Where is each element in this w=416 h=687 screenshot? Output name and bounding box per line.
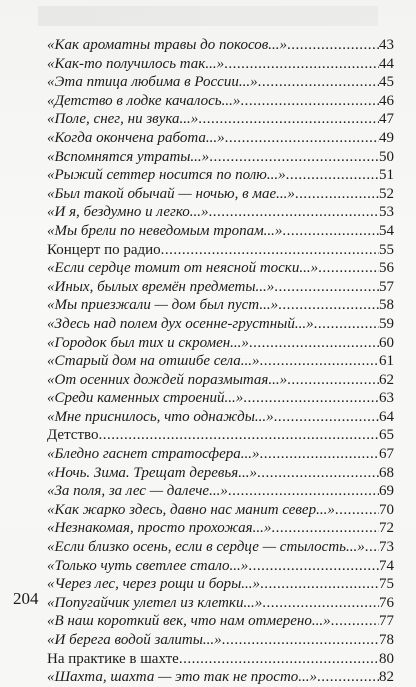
- toc-entry-page: 46: [379, 92, 394, 109]
- toc-entry: [47, 594, 394, 613]
- toc-leader-dots: [240, 92, 379, 111]
- toc-leader-dots: [260, 352, 380, 371]
- toc-leader-dots: [318, 259, 379, 278]
- toc-entry-title: «Здесь над полем дух осенне-грустный...»: [47, 315, 314, 332]
- toc-leader-dots: [179, 650, 379, 669]
- toc-entry-page: 59: [379, 315, 394, 332]
- toc-entry-title: «В наш короткий век, что нам отмерено...»: [47, 613, 331, 630]
- toc-entry: [47, 278, 394, 297]
- toc-entry: [47, 519, 394, 538]
- toc-leader-dots: [259, 445, 379, 464]
- toc-entry: [47, 557, 394, 576]
- toc-entry: [47, 148, 394, 167]
- toc-entry-title: «Ночь. Зима. Трещат деревья...»: [47, 464, 257, 481]
- toc-leader-dots: [287, 36, 379, 55]
- toc-leader-dots: [286, 166, 379, 185]
- toc-entry-page: 75: [379, 576, 394, 593]
- toc-leader-dots: [274, 408, 379, 427]
- toc-entry: [47, 371, 394, 390]
- running-header-text: [38, 6, 378, 26]
- toc-entry-title: «Шахта, шахта — это так не просто...»: [47, 669, 318, 686]
- toc-entry: [47, 259, 394, 278]
- toc-entry: [47, 631, 394, 650]
- toc-entry-title: «Рыжий сеттер носится по полю...»: [47, 167, 286, 184]
- toc-entry-title: «И берега водой залиты...»: [47, 632, 222, 648]
- toc-entry-page: 64: [379, 408, 394, 425]
- toc-entry-page: 76: [379, 594, 394, 611]
- toc-entry-page: 49: [379, 129, 394, 146]
- toc-entry-title: «Как жарко здесь, давно нас манит север...»: [47, 501, 335, 518]
- toc-entry: [47, 408, 394, 427]
- toc-entry-page: 51: [379, 167, 394, 184]
- toc-leader-dots: [225, 129, 379, 148]
- toc-entry: [47, 538, 394, 557]
- toc-entry: [47, 166, 394, 185]
- toc-entry-title: На практике в шахте: [47, 650, 179, 667]
- toc-entry-page: 43: [379, 37, 394, 53]
- toc-leader-dots: [278, 296, 379, 315]
- toc-entry-title: «Попугайчик улетел из клетки...»: [47, 594, 263, 611]
- toc-leader-dots: [282, 222, 379, 241]
- toc-entry: [47, 445, 394, 464]
- toc-leader-dots: [209, 148, 379, 167]
- toc-entry-title: «Среди каменных строений...»: [47, 390, 244, 407]
- toc-entry-title: «Детство в лодке качалось...»: [47, 92, 241, 109]
- toc-entry-page: 44: [379, 55, 394, 72]
- toc-leader-dots: [295, 185, 379, 204]
- toc-entry: [47, 426, 394, 445]
- toc-entry-page: 52: [379, 185, 394, 202]
- toc-entry: [47, 129, 394, 148]
- toc-entry: [47, 296, 394, 315]
- toc-leader-dots: [258, 73, 379, 92]
- toc-entry-title: «Мне приснилось, что однажды...»: [47, 408, 274, 425]
- toc-entry-page: 58: [379, 297, 394, 314]
- toc-entry-title: «Вспомнятся утраты...»: [47, 148, 210, 165]
- toc-entry-title: «Если близко осень, если в сердце — стылость...»: [47, 539, 365, 556]
- toc-entry-page: 60: [379, 334, 394, 351]
- toc-entry-page: 73: [379, 539, 394, 556]
- toc-entry-title: «Как-то получилось так...»: [47, 55, 225, 72]
- toc-leader-dots: [314, 315, 379, 334]
- toc-entry-page: 77: [379, 613, 394, 630]
- toc-entry: [47, 222, 394, 241]
- toc-entry: [47, 389, 394, 408]
- toc-entry-title: «Был такой обычай — ночью, в мае...»: [47, 185, 295, 202]
- toc-leader-dots: [257, 464, 379, 483]
- toc-entry-title: «За поля, за лес — далече...»: [47, 483, 228, 500]
- toc-entry-title: Детство: [47, 427, 99, 444]
- toc-leader-dots: [365, 538, 379, 557]
- toc-leader-dots: [260, 575, 379, 594]
- toc-entry-title: Концерт по радио: [47, 241, 161, 258]
- toc-entry-page: 53: [379, 204, 394, 221]
- toc-entry-page: 82: [379, 669, 394, 686]
- toc-entry-page: 50: [379, 148, 394, 165]
- toc-entry-page: 56: [379, 260, 394, 277]
- toc-leader-dots: [222, 631, 379, 650]
- toc-entry: [47, 334, 394, 353]
- toc-entry-title: «Поле, снег, ни звука...»: [47, 111, 199, 128]
- toc-entry: [47, 36, 394, 55]
- toc-entry: [47, 55, 394, 74]
- toc-entry-page: 65: [379, 427, 394, 444]
- toc-entry: [47, 315, 394, 334]
- toc-entry-title: «Через лес, через рощи и боры...»: [47, 576, 261, 593]
- toc-leader-dots: [161, 241, 379, 260]
- toc-entry-page: 54: [379, 222, 394, 239]
- toc-entry: [47, 110, 394, 129]
- toc-entry: [47, 352, 394, 371]
- table-of-contents: [47, 36, 394, 687]
- toc-entry: [47, 650, 394, 669]
- toc-leader-dots: [271, 519, 379, 538]
- toc-entry-page: 72: [379, 520, 394, 537]
- toc-entry-page: 45: [379, 74, 394, 91]
- toc-leader-dots: [248, 557, 379, 576]
- toc-entry: [47, 575, 394, 594]
- toc-entry: [47, 241, 394, 260]
- toc-entry: [47, 482, 394, 501]
- toc-leader-dots: [249, 334, 379, 353]
- toc-leader-dots: [274, 278, 379, 297]
- toc-entry-page: 62: [379, 371, 394, 388]
- toc-leader-dots: [209, 203, 379, 222]
- toc-entry-page: 68: [379, 464, 394, 481]
- toc-entry-title: «От осенних дождей поразмытая...»: [47, 371, 288, 388]
- toc-entry-page: 55: [379, 241, 394, 258]
- toc-entry-title: «Старый дом на отшибе села...»: [47, 353, 260, 370]
- toc-entry-page: 74: [379, 557, 394, 574]
- page-number: 204: [13, 589, 39, 608]
- toc-leader-dots: [99, 426, 379, 445]
- toc-entry-title: «Только чуть светлее стало...»: [47, 557, 249, 574]
- toc-entry-title: «Как ароматны травы до покосов...»: [47, 37, 287, 53]
- toc-entry-page: 69: [379, 483, 394, 500]
- toc-entry-title: «Незнакомая, просто прохожая...»: [47, 520, 272, 537]
- toc-entry-title: «Бледно гаснет стратосфера...»: [47, 446, 260, 463]
- toc-leader-dots: [243, 389, 379, 408]
- toc-leader-dots: [317, 668, 379, 687]
- toc-entry: [47, 501, 394, 520]
- faded-running-header: [38, 6, 378, 26]
- toc-leader-dots: [262, 594, 379, 613]
- toc-entry-page: 67: [379, 446, 394, 463]
- toc-entry-page: 80: [379, 650, 394, 667]
- toc-entry-title: «Мы приезжали — дом был пуст...»: [47, 297, 279, 314]
- toc-entry-title: «Городок был тих и скромен...»: [47, 334, 249, 351]
- toc-entry-page: 78: [379, 632, 394, 648]
- toc-entry-title: «И я, бездумно и легко...»: [47, 204, 209, 221]
- toc-entry: [47, 185, 394, 204]
- toc-entry: [47, 464, 394, 483]
- toc-entry-page: 47: [379, 111, 394, 128]
- toc-entry-title: «Когда окончена работа...»: [47, 129, 225, 146]
- toc-entry: [47, 668, 394, 687]
- toc-entry-title: «Мы брели по неведомым тропам...»: [47, 222, 283, 239]
- toc-entry-title: «Эта птица любима в России...»: [47, 74, 258, 91]
- toc-leader-dots: [287, 371, 379, 390]
- toc-entry-title: «Если сердце томит от неясной тоски...»: [47, 260, 319, 277]
- toc-entry: [47, 92, 394, 111]
- toc-entry: [47, 203, 394, 222]
- toc-entry-page: 61: [379, 353, 394, 370]
- toc-leader-dots: [228, 482, 379, 501]
- toc-leader-dots: [335, 501, 379, 520]
- toc-entry-page: 57: [379, 278, 394, 295]
- toc-entry-page: 63: [379, 390, 394, 407]
- toc-entry: [47, 73, 394, 92]
- toc-leader-dots: [198, 110, 379, 129]
- toc-entry-title: «Иных, былых времён предметы...»: [47, 278, 275, 295]
- toc-leader-dots: [224, 55, 379, 74]
- toc-entry-page: 70: [379, 501, 394, 518]
